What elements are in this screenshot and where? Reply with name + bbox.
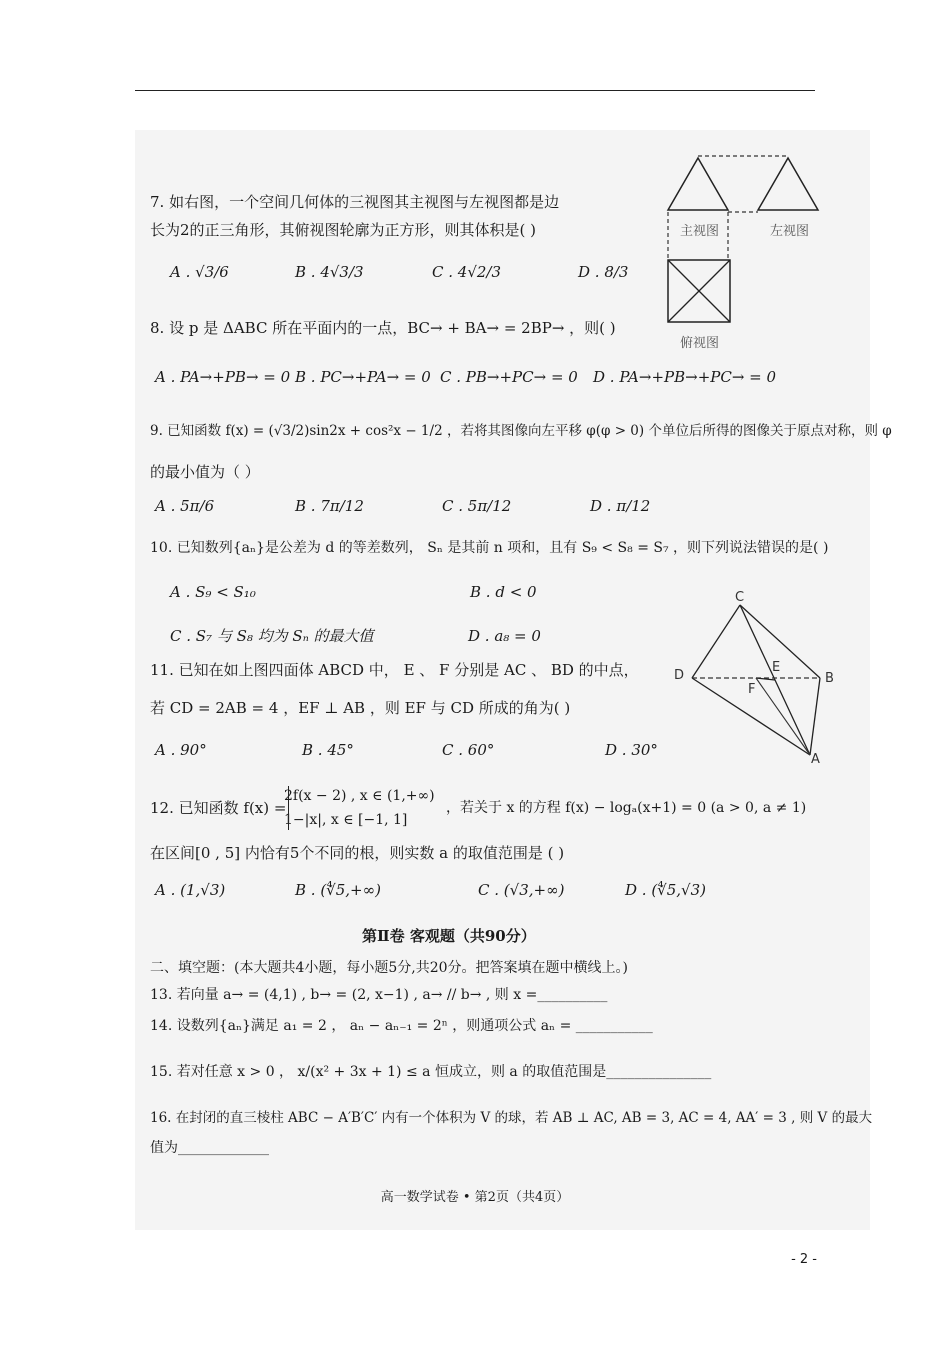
q8-option-d: D . PA→+PB→+PC→ = 0 xyxy=(593,368,777,386)
edge-dc xyxy=(692,605,740,678)
q12-option-b: B . (∜5,+∞) xyxy=(295,881,381,899)
q7-option-c: C . 4√2/3 xyxy=(432,263,502,281)
segment-fa xyxy=(756,678,810,755)
q12-case1: 2f(x − 2) , x ∈ (1,+∞) xyxy=(284,788,435,804)
q8-option-b: B . PC→+PA→ = 0 xyxy=(295,368,431,386)
vertex-b-label: B xyxy=(825,671,834,686)
q10-line1: 10. 已知数列{aₙ}是公差为 d 的等差数列， Sₙ 是其前 n 项和，且有 S₉ < S₈ = S₇ ，则下列说法错误的是( ) xyxy=(150,540,829,556)
q11-option-b: B . 45° xyxy=(302,741,354,759)
vertex-d-label: D xyxy=(674,668,685,683)
q12-brace xyxy=(288,786,289,830)
q16-line2: 值为_____________ xyxy=(150,1140,269,1156)
q12-option-a: A . (1,√3) xyxy=(155,881,226,899)
q12-line1-start: 12. 已知函数 f(x) = xyxy=(150,799,287,817)
q10-option-c: C . S₇ 与 S₈ 均为 Sₙ 的最大值 xyxy=(170,627,374,645)
point-e-label: E xyxy=(772,660,781,675)
front-view-triangle xyxy=(668,158,728,210)
q11-option-a: A . 90° xyxy=(155,741,207,759)
q9-line2: 的最小值为（ ） xyxy=(150,463,260,481)
q12-line2: 在区间[0 , 5] 内恰有5个不同的根，则实数 a 的取值范围是 ( ) xyxy=(150,844,565,862)
point-f-label: F xyxy=(748,682,756,697)
q8-option-a: A . PA→+PB→ = 0 xyxy=(155,368,291,386)
three-view-figure xyxy=(660,150,830,360)
q11-line2: 若 CD = 2AB = 4 ，EF ⊥ AB ，则 EF 与 CD 所成的角为( ) xyxy=(150,699,571,717)
q9-line1: 9. 已知函数 f(x) = (√3/2)sin2x + cos²x − 1/2 ，若将其图像向左平移 φ(φ > 0) 个单位后所得的图像关于原点对称，则 φ xyxy=(150,423,892,439)
q12-option-d: D . (∜5,√3) xyxy=(625,881,707,899)
front-view-label: 主视图 xyxy=(680,224,720,239)
q11-option-c: C . 60° xyxy=(442,741,495,759)
tetrahedron-figure xyxy=(680,590,840,775)
vertex-c-label: C xyxy=(735,590,745,605)
q7-line2: 长为2的正三角形，其俯视图轮廓为正方形，则其体积是( ) xyxy=(150,221,537,239)
q7-option-a: A . √3/6 xyxy=(170,263,229,281)
q12-case2: 1−|x|, x ∈ [−1, 1] xyxy=(284,812,408,828)
q15: 15. 若对任意 x > 0 ， x/(x² + 3x + 1) ≤ a 恒成立，则 a 的取值范围是_______________ xyxy=(150,1064,712,1080)
q8-option-c: C . PB→+PC→ = 0 xyxy=(440,368,578,386)
page-number: - 2 - xyxy=(791,1252,817,1267)
q7-option-d: D . 8/3 xyxy=(578,263,629,281)
q12-line1-end: ，若关于 x 的方程 f(x) − logₐ(x+1) = 0 (a > 0, a ≠ 1) xyxy=(446,800,807,816)
q11-option-d: D . 30° xyxy=(605,741,658,759)
q11-line1: 11. 已知在如上图四面体 ABCD 中， E 、 F 分别是 AC 、 BD 的中点， xyxy=(150,661,639,679)
side-view-label: 左视图 xyxy=(770,224,810,239)
side-view-triangle xyxy=(758,158,818,210)
page-footer: 高一数学试卷 • 第2页（共4页） xyxy=(380,1190,570,1205)
q7-line1: 7. 如右图，一个空间几何体的三视图其主视图与左视图都是边 xyxy=(150,193,560,211)
q9-option-c: C . 5π/12 xyxy=(442,497,512,515)
header-rule xyxy=(135,90,815,91)
q8-line1: 8. 设 p 是 ΔABC 所在平面内的一点，BC→ + BA→ = 2BP→ ，则( ) xyxy=(150,319,616,337)
part2-title: 第Ⅱ卷 客观题（共90分） xyxy=(362,927,536,945)
q10-option-b: B . d < 0 xyxy=(470,583,537,601)
q10-option-d: D . a₈ = 0 xyxy=(468,627,541,645)
q9-option-b: B . 7π/12 xyxy=(295,497,364,515)
q16-line1: 16. 在封闭的直三棱柱 ABC − A′B′C′ 内有一个体积为 V 的球，若 AB ⊥ AC, AB = 3, AC = 4, AA′ = 3 , 则 V 的最大 xyxy=(150,1110,873,1126)
edge-ba xyxy=(810,678,820,755)
top-view-label: 俯视图 xyxy=(680,336,720,351)
vertex-a-label: A xyxy=(811,752,820,767)
q10-option-a: A . S₉ < S₁₀ xyxy=(170,583,256,601)
q12-option-c: C . (√3,+∞) xyxy=(478,881,565,899)
fill-in-heading: 二、填空题：(本大题共4小题，每小题5分,共20分。把答案填在题中横线上。) xyxy=(150,960,629,976)
q9-option-a: A . 5π/6 xyxy=(155,497,215,515)
q14: 14. 设数列{aₙ}满足 a₁ = 2 ， aₙ − aₙ₋₁ = 2ⁿ ，则通项公式 aₙ = ___________ xyxy=(150,1018,653,1034)
q7-option-b: B . 4√3/3 xyxy=(295,263,364,281)
q13: 13. 若向量 a→ = (4,1) , b→ = (2, x−1) , a→ // b→ , 则 x =__________ xyxy=(150,987,608,1003)
q9-option-d: D . π/12 xyxy=(590,497,651,515)
